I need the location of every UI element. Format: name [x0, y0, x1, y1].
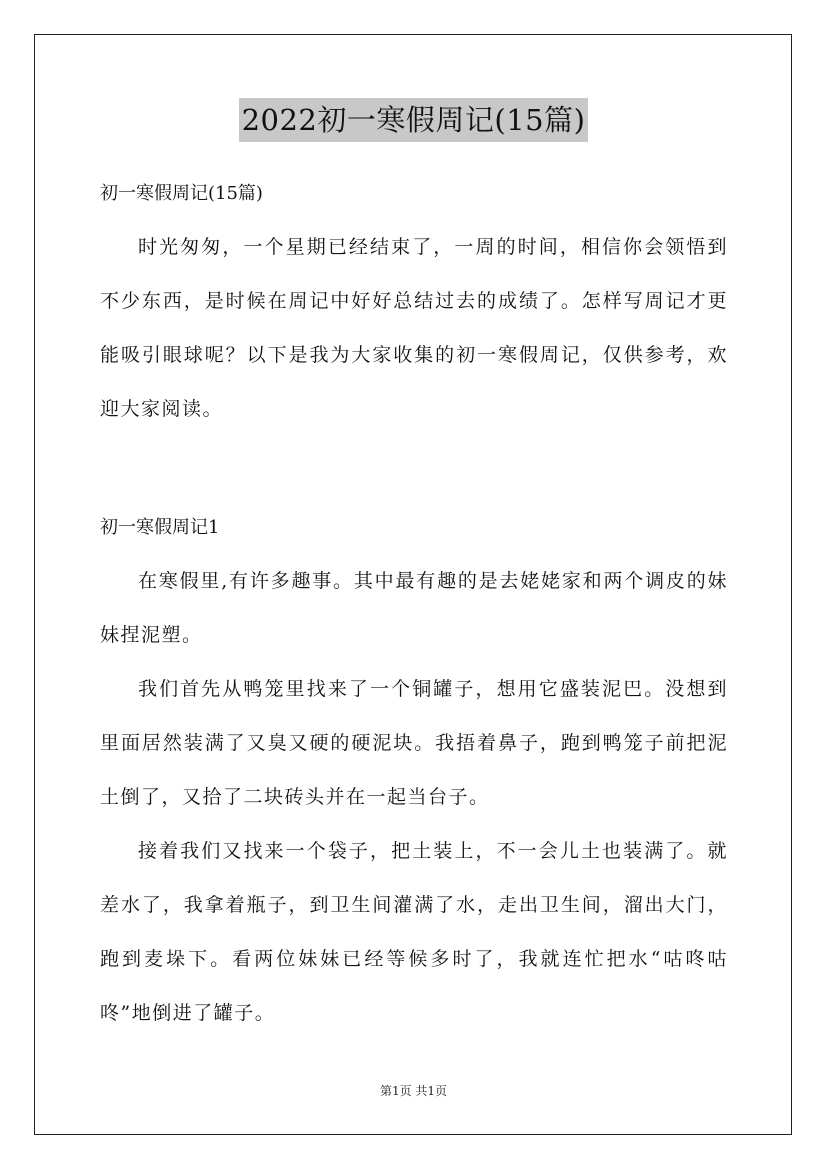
section-heading: 初一寒假周记(15篇) [100, 183, 263, 204]
paragraph: 在寒假里,有许多趣事。其中最有趣的是去姥姥家和两个调皮的妹妹捏泥塑。 [100, 570, 728, 646]
paragraph: 接着我们又找来一个袋子，把土装上，不一会儿土也装满了。就差水了，我拿着瓶子，到卫生间灌满了水，走出卫生间，溜出大门，跑到麦垛下。看两位妹妹已经等候多时了，我就连忙把水“咕咚咕咚”地倒进了罐子。 [100, 840, 728, 1024]
document-body [100, 176, 728, 1040]
section-heading: 初一寒假周记1 [100, 517, 220, 538]
paragraph: 我们首先从鸭笼里找来了一个铜罐子，想用它盛装泥巴。没想到里面居然装满了又臭又硬的硬泥块。我捂着鼻子，跑到鸭笼子前把泥土倒了，又拾了二块砖头并在一起当台子。 [100, 678, 728, 808]
title-container [0, 98, 827, 142]
document-title: 2022初一寒假周记(15篇) [239, 98, 589, 142]
page-footer: 第1页 共1页 [379, 1084, 448, 1098]
paragraph: 时光匆匆，一个星期已经结束了，一周的时间，相信你会领悟到不少东西，是时候在周记中好好总结过去的成绩了。怎样写周记才更能吸引眼球呢？以下是我为大家收集的初一寒假周记，仅供参考，欢迎大家阅读。 [100, 236, 728, 420]
